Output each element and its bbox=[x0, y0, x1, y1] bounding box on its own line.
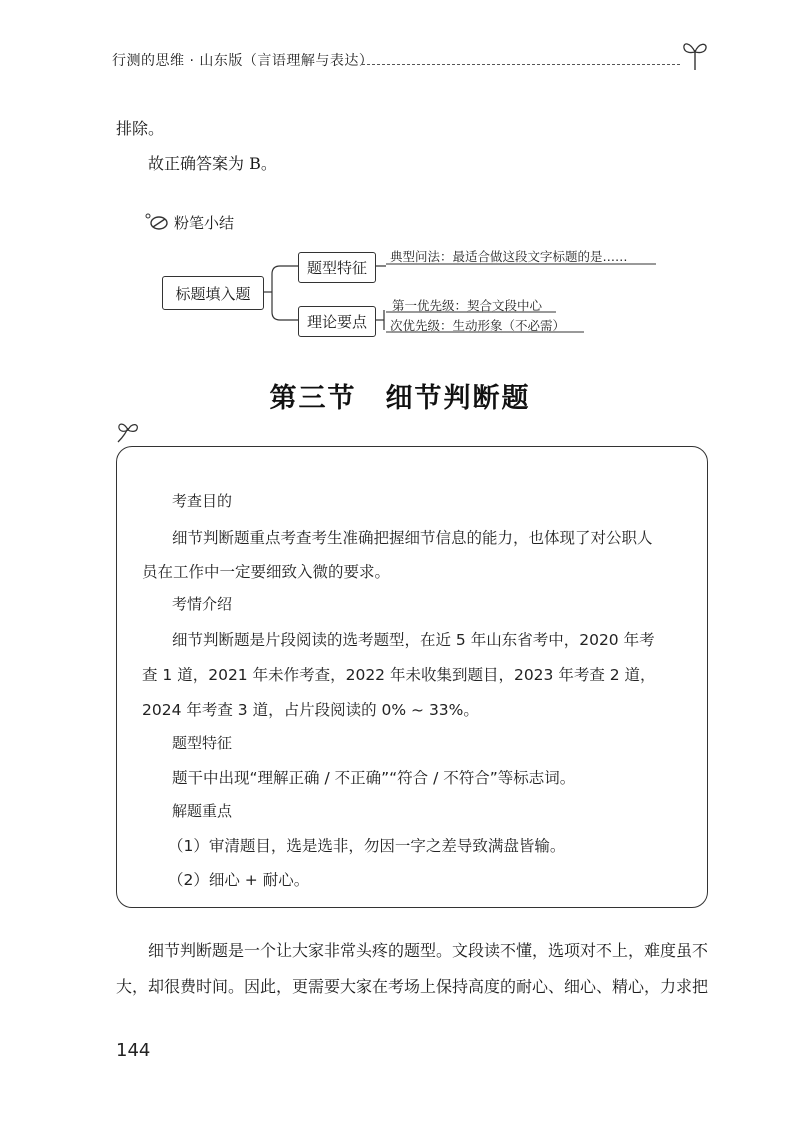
intro-line-2: 故正确答案为 B。 bbox=[148, 154, 277, 173]
box-text: 细节判断题是片段阅读的选考题型，在近 5 年山东省考中，2020 年考 bbox=[172, 631, 655, 649]
box-heading-overview: 考情介绍 bbox=[172, 595, 233, 613]
mindmap-branch-features: 题型特征 bbox=[298, 252, 376, 283]
mindmap-root: 标题填入题 bbox=[162, 276, 264, 310]
box-text: 细节判断题重点考查考生准确把握细节信息的能力，也体现了对公职人 bbox=[172, 529, 653, 547]
box-text: 题干中出现“理解正确 / 不正确”“符合 / 不符合”等标志词。 bbox=[172, 769, 576, 787]
summary-label: 粉笔小结 bbox=[174, 214, 235, 232]
box-text: （1）审清题目，选是选非，勿因一字之差导致满盘皆输。 bbox=[168, 837, 566, 855]
mindmap-branch-theory: 理论要点 bbox=[298, 306, 376, 337]
box-text: 2024 年考查 3 道，占片段阅读的 0% ~ 33%。 bbox=[142, 701, 479, 719]
sprout-small-icon bbox=[116, 420, 150, 444]
box-text: 员在工作中一定要细致入微的要求。 bbox=[142, 563, 391, 581]
body-line-1: 细节判断题是一个让大家非常头疼的题型。文段读不懂，选项对不上，难度虽不 bbox=[148, 941, 709, 960]
running-header: 行测的思维 · 山东版（言语理解与表达） bbox=[112, 53, 374, 69]
box-heading-features: 题型特征 bbox=[172, 734, 233, 752]
box-text: 查 1 道，2021 年未作考查，2022 年未收集到题目，2023 年考查 2 道， bbox=[142, 666, 656, 684]
mindmap-leaf-priority-2: 次优先级：生动形象（不必需） bbox=[390, 318, 566, 333]
page-number: 144 bbox=[116, 1040, 151, 1061]
mindmap-leaf-question: 典型问法：最适合做这段文字标题的是…… bbox=[390, 249, 628, 264]
box-heading-keys: 解题重点 bbox=[172, 802, 233, 820]
section-title: 第三节 细节判断题 bbox=[269, 383, 531, 414]
box-text: （2）细心 + 耐心。 bbox=[168, 871, 310, 889]
body-line-2: 大，却很费时间。因此，更需要大家在考场上保持高度的耐心、细心、精心，力求把 bbox=[116, 977, 709, 996]
mindmap-leaf-priority-1: 第一优先级：契合文段中心 bbox=[392, 298, 543, 313]
intro-line-1: 排除。 bbox=[116, 119, 165, 138]
box-heading-purpose: 考查目的 bbox=[172, 492, 233, 510]
